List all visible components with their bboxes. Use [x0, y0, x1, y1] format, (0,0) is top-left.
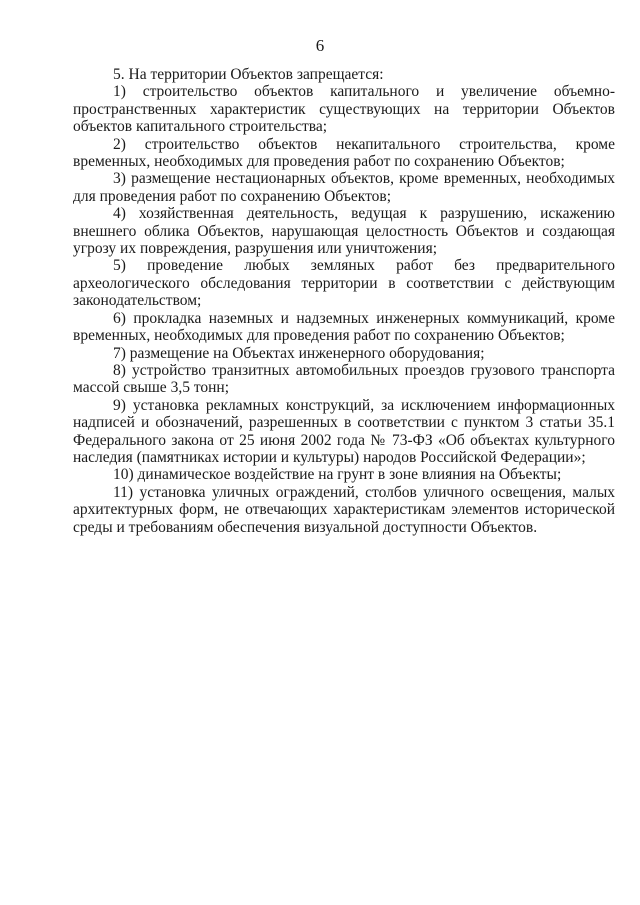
list-item-3: 3) размещение нестационарных объектов, кроме временных, необходимых для проведения работ по сохранению Объектов; — [73, 170, 615, 205]
section-intro: 5. На территории Объектов запрещается: — [113, 66, 384, 83]
list-item-1: 1) строительство объектов капитального и увеличение объемно-пространственных характеристик существующих на территории Объектов объектов капитального строительства; — [73, 83, 615, 136]
list-item-4: 4) хозяйственная деятельность, ведущая к разрушению, искажению внешнего облика Объектов, нарушающая целостность Объектов и создающая угрозу их повреждения, разрушения или уничтожения; — [73, 205, 615, 258]
page-number: 6 — [315, 36, 325, 55]
list-item-6: 6) прокладка наземных и надземных инженерных коммуникаций, кроме временных, необходимых для проведения работ по сохранению Объектов; — [73, 309, 615, 345]
document-body — [73, 66, 615, 536]
list-item-11: 11) установка уличных ограждений, столбов уличного освещения, малых архитектурных форм, не отвечающих характеристикам элементов исторической среды и требованиям обеспечения визуальной доступности Объектов. — [73, 483, 615, 536]
list-item-2: 2) строительство объектов некапитального строительства, кроме временных, необходимых для проведения работ по сохранению Объектов; — [73, 135, 615, 171]
list-item-9: 9) установка рекламных конструкций, за исключением информационных надписей и обозначений, разрешенных в соответствии с пунктом 3 статьи 35.1 Федерального закона от 25 июня 2002 года № 73-ФЗ «Об объектах культурного наследия (памятниках истории и культуры) народов Российской Федерации»; — [73, 396, 615, 466]
list-item-8: 8) устройство транзитных автомобильных проездов грузового транспорта массой свыше 3,5 тонн; — [73, 361, 615, 397]
list-item-5: 5) проведение любых земляных работ без предварительного археологического обследования территории в соответствии с действующим законодательством; — [73, 257, 615, 310]
list-item-7: 7) размещение на Объектах инженерного оборудования; — [113, 344, 485, 362]
list-item-10: 10) динамическое воздействие на грунт в зоне влияния на Объекты; — [113, 466, 562, 484]
